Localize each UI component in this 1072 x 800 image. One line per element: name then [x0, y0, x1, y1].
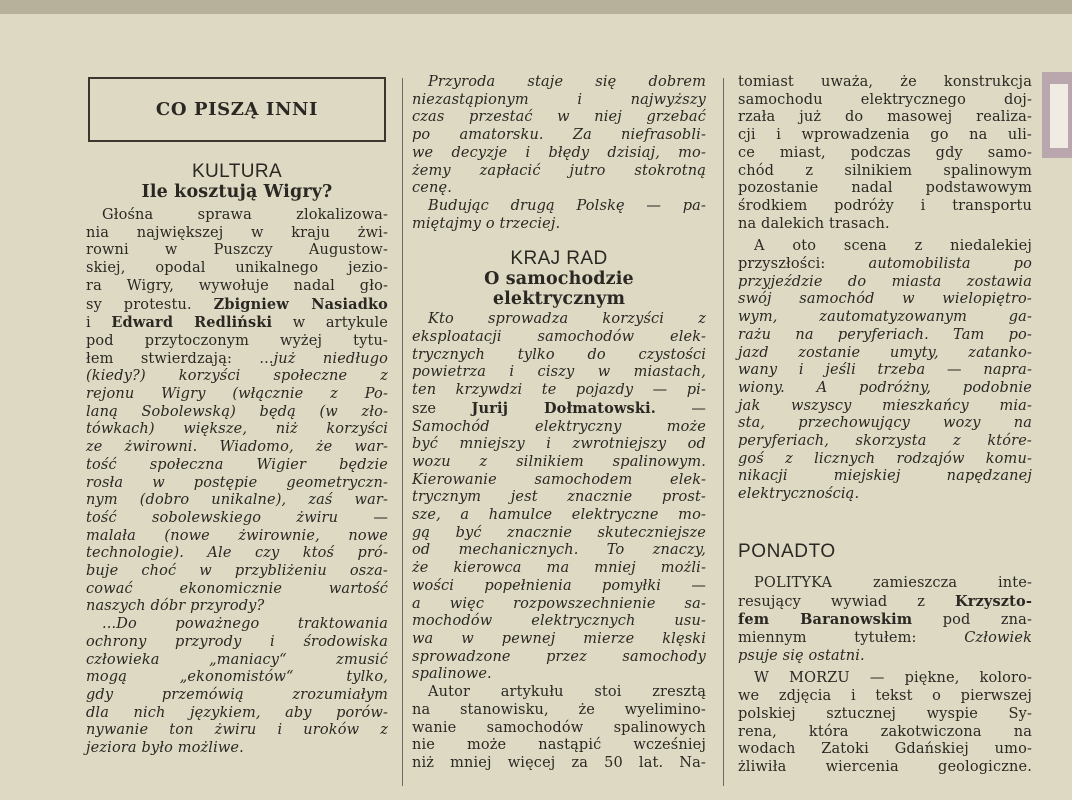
text-line: rena, która zakotwiczona na: [738, 723, 1032, 740]
text-line: (kiedy?) korzyści społeczne z: [86, 368, 388, 385]
headline-samochod-1: O samochodzie: [484, 269, 634, 290]
text-line: niż mniej więcej za 50 lat. Na-: [412, 754, 706, 771]
text-line: wanie samochodów spalinowych: [412, 719, 706, 736]
text-line: czas przestać w niej grzebać: [412, 109, 706, 126]
text-line: W MORZU — piękne, koloro-: [754, 670, 1032, 687]
text-line: trycznym jest znacznie prost-: [412, 489, 706, 506]
text-line: pod przytoczonym wyżej tytu-: [86, 332, 388, 349]
text-line: wodach Zatoki Gdańskiej umo-: [738, 741, 1032, 758]
text-line: ce miast, podczas gdy samo-: [738, 144, 1032, 161]
text-line: Autor artykułu stoi zresztą: [428, 684, 706, 701]
text-line: Przyroda staje się dobrem: [428, 74, 706, 90]
text-line: A oto scena z niedalekiej: [754, 238, 1032, 255]
text-line: wości popełnienia pomyłki —: [412, 577, 706, 594]
text-line: Kierowanie samochodem elek-: [412, 471, 706, 488]
text-line: być mniejszy i zwrotniejszy od: [412, 436, 706, 453]
text-line: wany i jeśli trzeba — napra-: [738, 362, 1032, 379]
middle-column: [412, 74, 706, 773]
text-line: sze Jurij Dołmatowski. —: [412, 399, 707, 417]
text-line: ze żwirowni. Wiadomo, że war-: [86, 439, 388, 456]
text-line: jeziora było możliwe.: [86, 740, 244, 757]
magazine-polityka: POLITYKA: [754, 574, 833, 591]
text-line: Samochód elektryczny może: [412, 418, 706, 435]
text-line: żemy zapłacić jutro stokrotną: [412, 162, 706, 179]
author-dolmatowski: Jurij Dołmatowski.: [471, 399, 656, 417]
text-line: sta, przechowujący wozy na: [738, 415, 1032, 432]
text-line: nywanie ton żwiru i uroków z: [86, 722, 388, 739]
text-line: ochrony przyrody i środowiska: [86, 633, 388, 650]
text-line: laną Sobolewską) będą (w zło-: [86, 403, 388, 420]
text-line: po amatorsku. Za niefrasobli-: [412, 127, 706, 144]
text-line: skiej, opodal unikalnego jezio-: [86, 260, 388, 277]
text-line: rosła w postępie geometryczn-: [86, 474, 388, 491]
text-line: na dalekich trasach.: [738, 215, 890, 232]
text-line: swój samochód w wielopiętro-: [738, 291, 1032, 308]
text-line: tość sobolewskiego żwiru —: [86, 509, 388, 526]
text-line: resujący wywiad z Krzyszto-: [738, 592, 1033, 610]
text-line: rowni w Puszczy Augustow-: [86, 242, 388, 259]
column-rule-left: [402, 78, 403, 786]
text-line: jazd zostanie umyty, zatanko-: [738, 344, 1032, 361]
text-line: że kierowca ma mniej możli-: [412, 560, 706, 577]
text-line: powietrza i ciszy w miastach,: [412, 364, 706, 381]
text-line: spalinowe.: [412, 666, 492, 683]
author-redlinski: Edward Redliński: [111, 314, 273, 332]
text-line: wa w pewnej mierze klęski: [412, 630, 706, 647]
text-line: nia największej w kraju żwi-: [86, 224, 388, 241]
section-ponadto: PONADTO: [738, 540, 836, 562]
text-line: a więc rozpowszechnienie sa-: [412, 595, 706, 612]
magazine-w-morzu: W MORZU: [754, 670, 850, 687]
text-line: naszych dóbr przyrody?: [86, 598, 265, 615]
text-line: we zdjęcia i tekst o pierwszej: [738, 688, 1032, 705]
page-edge-tab: [1042, 72, 1072, 158]
text-line: rejonu Wigry (włącznie z Po-: [86, 386, 388, 403]
text-line: ...Do poważnego traktowania: [102, 616, 388, 633]
text-line: gdy przemówią zrozumiałym: [86, 686, 388, 703]
text-line: tość społeczna Wigier będzie: [86, 456, 388, 473]
text-line: miennym tytułem: Człowiek: [738, 629, 1032, 646]
text-line: buje choć w przybliżeniu osza-: [86, 563, 388, 580]
text-line: goś z licznych rodzajów komu-: [738, 450, 1032, 467]
text-line: chód z silnikiem spalinowym: [738, 162, 1032, 179]
text-line: trycznych tylko do czystości: [412, 346, 706, 363]
text-line: Głośna sprawa zlokalizowa-: [102, 207, 388, 223]
text-line: od mechanicznych. To znaczy,: [412, 542, 706, 559]
text-line: środkiem podróży i transportu: [738, 197, 1032, 214]
text-line: tomiast uważa, że konstrukcja: [738, 74, 1032, 90]
headline-wigry: Ile kosztują Wigry?: [141, 182, 333, 202]
banner-box: [88, 77, 386, 142]
text-line: człowieka „maniacy“ zmusić: [86, 651, 388, 668]
text-line: niezastąpionym i najwyższy: [412, 91, 706, 108]
right-column: [738, 74, 1032, 777]
text-line: fem Baranowskim pod zna-: [738, 611, 1032, 629]
text-line: łem stwierdzają: ...już niedługo: [86, 350, 389, 367]
text-line: sze, a hamulce elektryczne mo-: [412, 507, 706, 524]
headline-samochod-2: elektrycznym: [492, 289, 626, 310]
left-column: [86, 162, 388, 758]
text-line: wym, zautomatyzowanym ga-: [738, 309, 1032, 326]
text-line: peryferiach, skorzysta z które-: [738, 433, 1032, 450]
text-line: nym (dobro unikalne), zaś war-: [86, 492, 388, 509]
text-line: samochodu elektrycznego doj-: [738, 91, 1032, 108]
author-nasiadko: Zbigniew Nasiadko: [213, 295, 388, 313]
text-line: miętajmy o trzeciej.: [412, 215, 561, 232]
text-line: nikacji miejskiej napędzanej: [738, 468, 1032, 485]
text-line: wozu z silnikiem spalinowym.: [412, 453, 706, 470]
text-line: przyjeździe do miasta zostawia: [738, 273, 1032, 290]
text-line: tówkach) większe, niż korzyści: [86, 421, 388, 438]
text-line: we decyzje i błędy dzisiaj, mo-: [412, 144, 706, 161]
text-line: na stanowisku, że wyelimino-: [412, 701, 706, 718]
text-line: ra Wigry, wywołuje nadal gło-: [86, 277, 388, 294]
text-line: Kto sprowadza korzyści z: [428, 311, 706, 328]
text-line: wiony. A podróżny, podobnie: [738, 379, 1032, 396]
text-line: rażu na peryferiach. Tam po-: [738, 326, 1032, 343]
text-line: cji i wprowadzenia go na uli-: [738, 127, 1032, 144]
text-line: sprowadzone przez samochody: [412, 648, 706, 665]
text-line: elektrycznością.: [738, 486, 860, 503]
text-line: rzała już do masowej realiza-: [738, 109, 1032, 126]
text-line: malała (nowe żwirownie, nowe: [86, 527, 388, 544]
column-rule-right: [723, 78, 724, 786]
text-line: eksploatacji samochodów elek-: [412, 329, 706, 346]
text-line: Budując drugą Polskę — pa-: [428, 197, 706, 214]
top-strip: [0, 0, 1072, 14]
section-kultura: KULTURA: [191, 161, 283, 182]
text-line: pozostanie nadal podstawowym: [738, 180, 1032, 197]
text-line: cenę.: [412, 180, 452, 197]
banner-title: CO PISZĄ INNI: [155, 99, 319, 120]
text-line: psuje się ostatni.: [738, 647, 865, 664]
text-line: jak wszyscy mieszkańcy mia-: [738, 397, 1032, 414]
text-line: cować ekonomicznie wartość: [86, 580, 388, 597]
text-line: i Edward Redliński w artykule: [86, 314, 388, 332]
text-line: POLITYKA zamieszcza inte-: [754, 574, 1032, 591]
text-line: ten krzywdzi te pojazdy — pi-: [412, 382, 706, 399]
text-line: przyszłości: automobilista po: [738, 256, 1032, 273]
text-line: nie może nastąpić wcześniej: [412, 737, 706, 754]
text-line: dla nich językiem, aby porów-: [86, 704, 388, 721]
text-line: żliwiła wiercenia geologiczne.: [738, 758, 1032, 775]
text-line: mogą „ekonomistów“ tylko,: [86, 669, 388, 686]
text-line: gą być znacznie skuteczniejsze: [412, 524, 706, 541]
text-line: mochodów elektrycznych usu-: [412, 613, 706, 630]
text-line: polskiej sztucznej wyspie Sy-: [738, 705, 1032, 722]
text-line: sy protestu. Zbigniew Nasiadko: [86, 295, 388, 313]
text-line: technologie). Ale czy ktoś pró-: [86, 545, 388, 562]
section-kraj-rad: KRAJ RAD: [510, 248, 608, 270]
left-body: [86, 207, 388, 758]
